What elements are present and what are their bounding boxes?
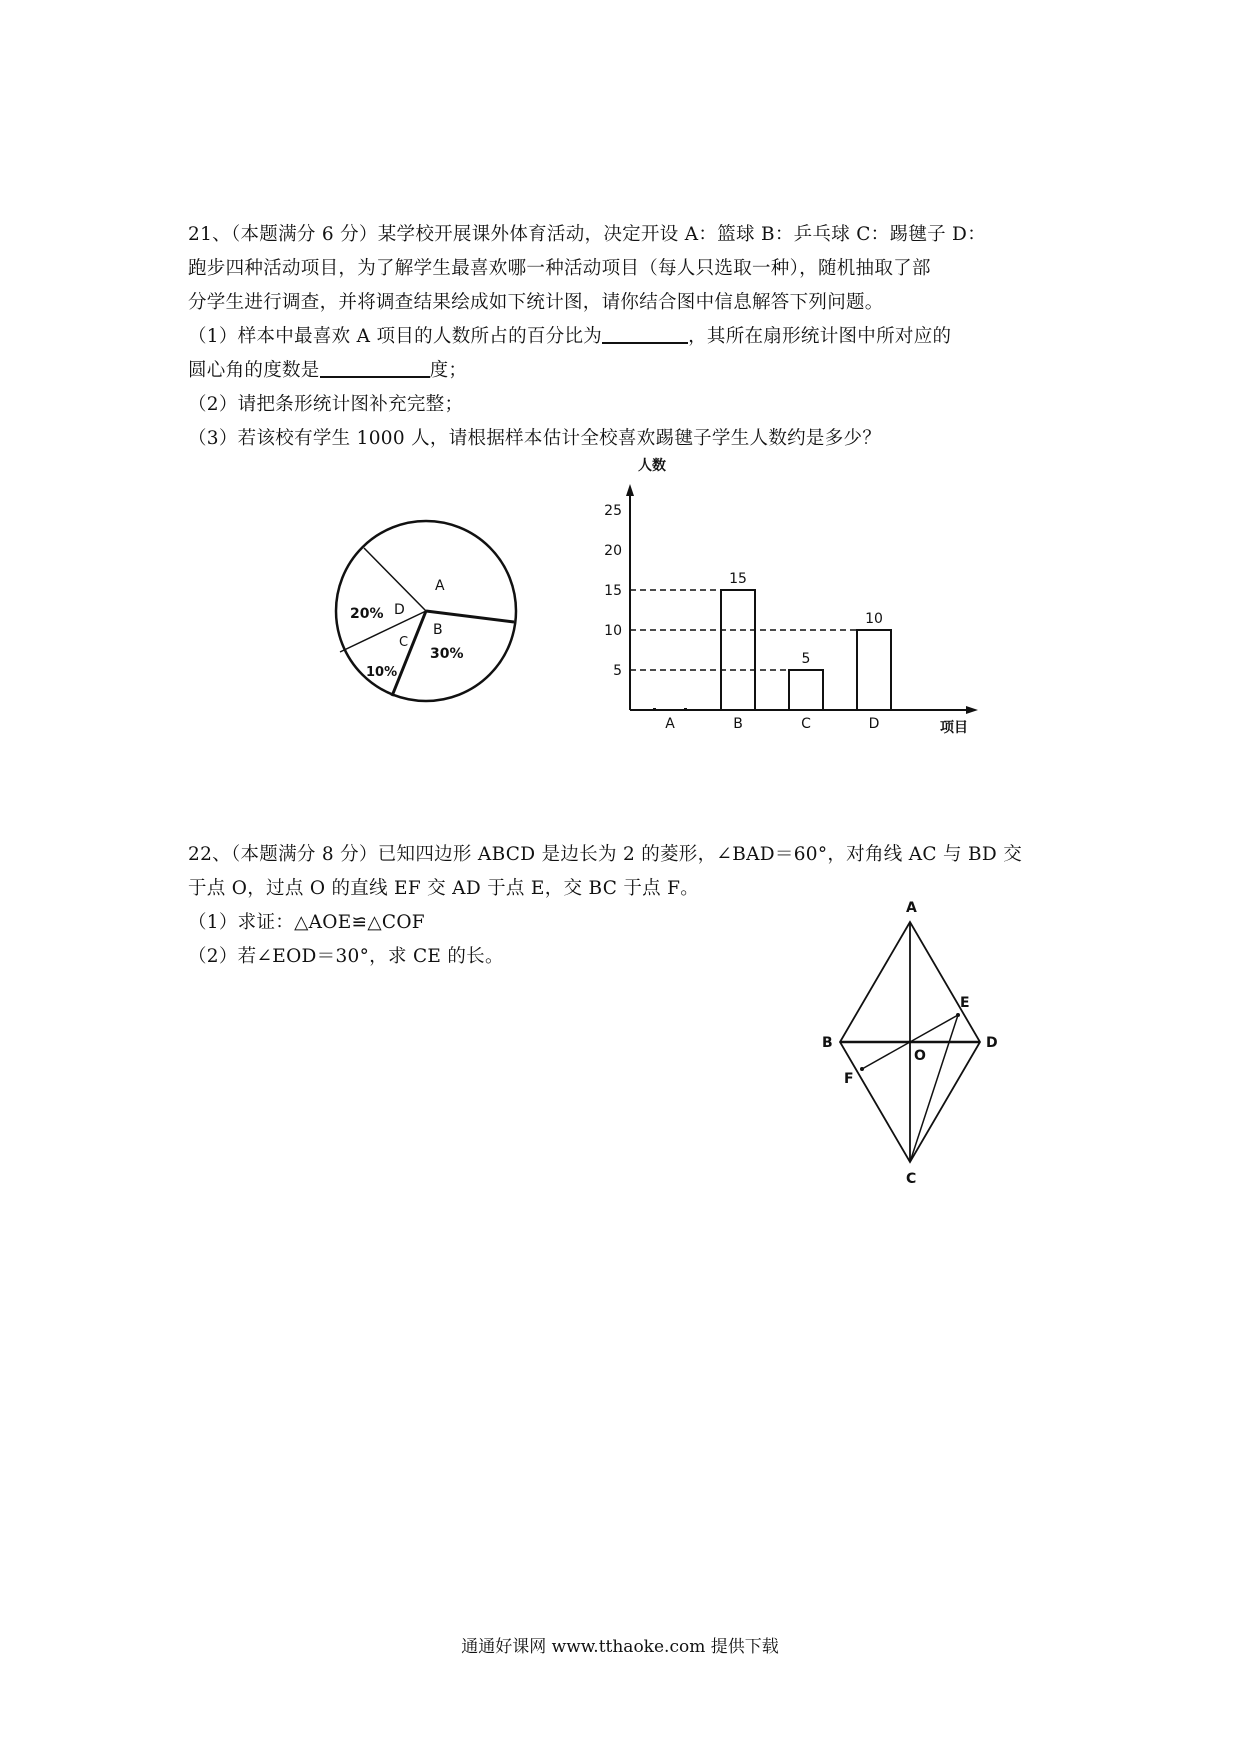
q21-sub-1-part-b: ，其所在扇形统计图中所对应的 [688, 326, 952, 347]
y-tick-label-25: 25 [604, 503, 622, 519]
label-e: E [960, 995, 970, 1011]
answer-blank-percent[interactable] [602, 320, 688, 344]
pie-label-c: C [399, 635, 409, 650]
pie-percent-d: 20% [350, 606, 384, 622]
q21-sub-1-part-c: 圆心角的度数是 [188, 360, 320, 381]
x-axis-arrow [966, 706, 978, 714]
q21-sub-1-cont [188, 354, 1068, 388]
pie-percent-b: 30% [430, 646, 464, 662]
segment-ce [910, 1015, 958, 1162]
bar-value-label-B: 15 [729, 571, 747, 587]
bar-D [857, 630, 891, 710]
pie-divider-b-c [392, 611, 426, 696]
pie-percent-c: 10% [366, 665, 398, 680]
question-21 [188, 218, 1068, 456]
x-category-label-C: C [801, 716, 811, 732]
q21-sub-3: （3）若该校有学生 1000 人，请根据样本估计全校喜欢踢毽子学生人数约是多少？ [188, 428, 882, 449]
q21-line-3: 分学生进行调查，并将调查结果绘成如下统计图，请你结合图中信息解答下列问题。 [188, 292, 884, 313]
q22-sub-1: （1）求证：△AOE≌△COF [188, 912, 425, 933]
q22-line-2: 于点 O，过点 O 的直线 EF 交 AD 于点 E，交 BC 于点 F。 [188, 878, 700, 899]
bar-C [789, 670, 823, 710]
x-category-label-D: D [868, 716, 880, 732]
bar-B [721, 590, 755, 710]
y-tick-label-15: 15 [604, 583, 622, 599]
pie-label-a: A [435, 578, 445, 594]
bar-value-label-C: 5 [801, 651, 811, 667]
label-a: A [906, 900, 917, 916]
answer-blank-angle[interactable] [320, 354, 430, 378]
point-f [860, 1067, 864, 1071]
pie-divider-a-b [426, 611, 514, 622]
bar-chart [590, 450, 990, 740]
q21-sub-1-part-a: （1）样本中最喜欢 A 项目的人数所占的百分比为 [188, 326, 603, 347]
pie-label-b: B [433, 622, 443, 638]
label-o: O [914, 1048, 926, 1064]
y-axis-arrow [626, 484, 634, 496]
q21-sub-1-part-d: 度； [429, 360, 468, 381]
point-e [956, 1013, 960, 1017]
label-f: F [844, 1071, 854, 1087]
rhombus-figure [800, 890, 1030, 1190]
x-axis-title: 项目 [940, 720, 968, 736]
y-tick-label-20: 20 [604, 543, 622, 559]
label-c: C [906, 1171, 917, 1187]
q21-line-1: 21、（本题满分 6 分）某学校开展课外体育活动，决定开设 A：篮球 B：乒乓球 C：踢毽子 D： [188, 224, 986, 245]
y-axis-title: 人数 [638, 458, 666, 474]
bar-value-label-D: 10 [865, 611, 883, 627]
y-tick-label-10: 10 [604, 623, 622, 639]
q21-line-2: 跑步四种活动项目，为了解学生最喜欢哪一种活动项目（每人只选取一种），随机抽取了部 [188, 258, 931, 279]
pie-chart [330, 510, 530, 710]
footer-source: 通通好课网 www.tthaoke.com 提供下载 [461, 1637, 779, 1657]
x-category-label-B: B [733, 716, 743, 732]
x-category-label-A: A [665, 716, 675, 732]
q22-sub-2: （2）若∠EOD＝30°，求 CE 的长。 [188, 946, 504, 967]
q22-line-1: 22、（本题满分 8 分）已知四边形 ABCD 是边长为 2 的菱形，∠BAD＝60°，对角线 AC 与 BD 交 [188, 844, 1023, 865]
y-tick-label-5: 5 [613, 663, 622, 679]
label-d: D [986, 1035, 998, 1051]
q21-sub-2: （2）请把条形统计图补充完整； [188, 394, 464, 415]
label-b: B [822, 1035, 833, 1051]
pie-label-d: D [394, 602, 405, 618]
q21-sub-1 [188, 320, 1068, 354]
